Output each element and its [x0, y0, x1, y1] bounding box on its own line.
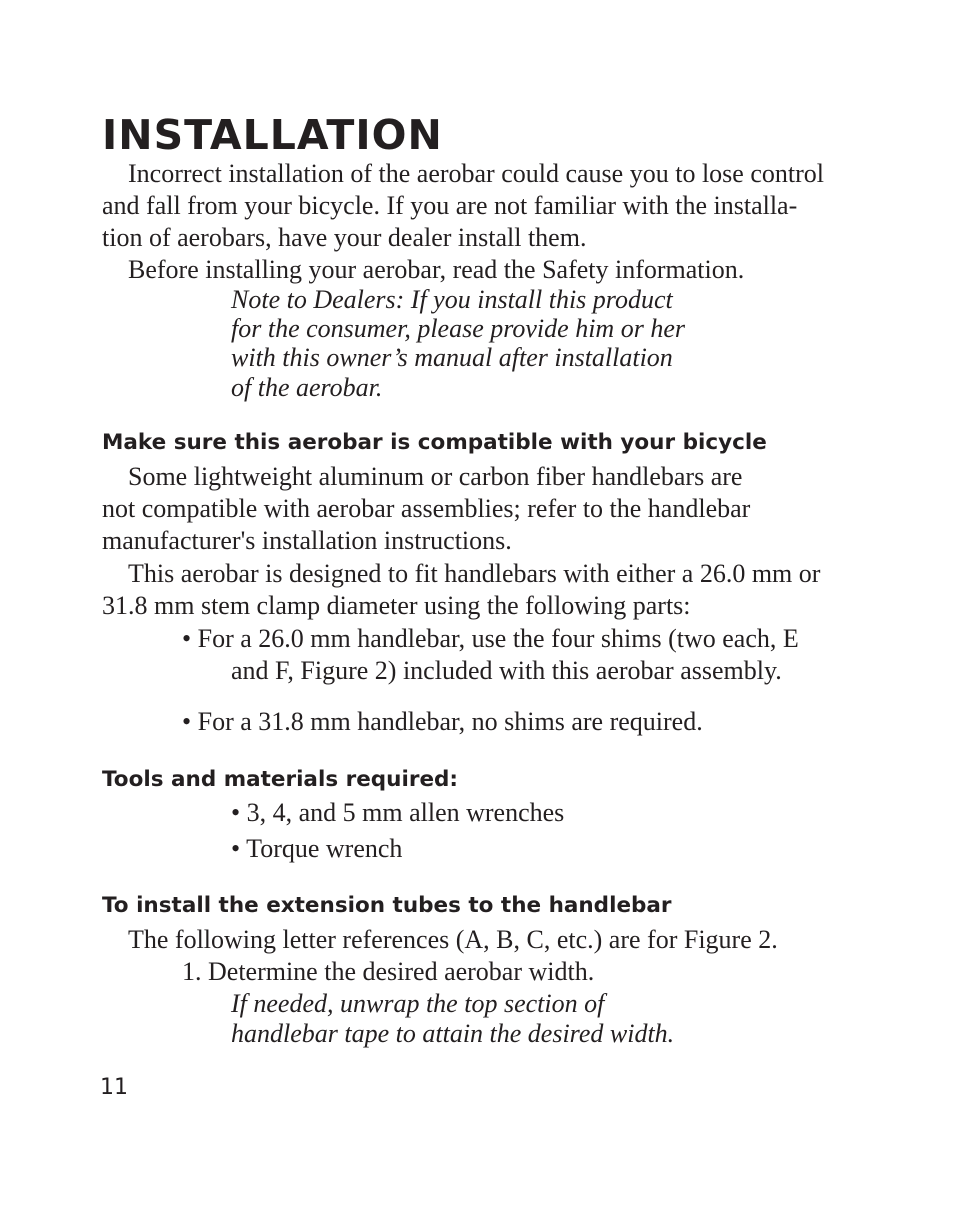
install-step-note: handlebar tape to attain the desired width.	[231, 1019, 675, 1048]
tool-list-item: • Torque wrench	[231, 834, 403, 863]
intro-paragraph-line: Incorrect installation of the aerobar could cause you to lose control	[128, 159, 824, 188]
safety-reference-line: Before installing your aerobar, read the Safety information.	[128, 255, 745, 284]
intro-paragraph-line: tion of aerobars, have your dealer install them.	[102, 223, 587, 252]
dealer-note-line: for the consumer, please provide him or her	[231, 314, 685, 343]
dealer-note-line: Note to Dealers: If you install this product	[231, 285, 673, 314]
page-number: 11	[100, 1075, 128, 1100]
install-step-note: If needed, unwrap the top section of	[231, 989, 605, 1018]
section-heading-compatibility: Make sure this aerobar is compatible with your bicycle	[102, 430, 767, 455]
bullet-item-continuation: and F, Figure 2) included with this aerobar assembly.	[231, 656, 782, 685]
tool-list-item: • 3, 4, and 5 mm allen wrenches	[231, 798, 565, 827]
intro-paragraph-line: and fall from your bicycle. If you are not familiar with the installa-	[102, 191, 798, 220]
compat-paragraph-line: 31.8 mm stem clamp diameter using the following parts:	[102, 591, 691, 620]
page-title: INSTALLATION	[102, 111, 443, 159]
dealer-note-line: with this owner’s manual after installation	[231, 343, 673, 372]
dealer-note-line: of the aerobar.	[231, 373, 383, 402]
compat-paragraph-line: not compatible with aerobar assemblies; refer to the handlebar	[102, 494, 751, 523]
compat-paragraph-line: This aerobar is designed to fit handlebars with either a 26.0 mm or	[128, 559, 821, 588]
compat-paragraph-line: Some lightweight aluminum or carbon fiber handlebars are	[128, 462, 743, 491]
section-heading-tools: Tools and materials required:	[102, 767, 459, 792]
section-heading-install: To install the extension tubes to the handlebar	[102, 893, 672, 918]
bullet-item: • For a 26.0 mm handlebar, use the four shims (two each, E	[182, 624, 799, 653]
install-paragraph: The following letter references (A, B, C, etc.) are for Figure 2.	[128, 925, 778, 954]
compat-paragraph-line: manufacturer's installation instructions.	[102, 526, 512, 555]
install-step: 1. Determine the desired aerobar width.	[182, 957, 595, 986]
bullet-item: • For a 31.8 mm handlebar, no shims are required.	[182, 707, 703, 736]
